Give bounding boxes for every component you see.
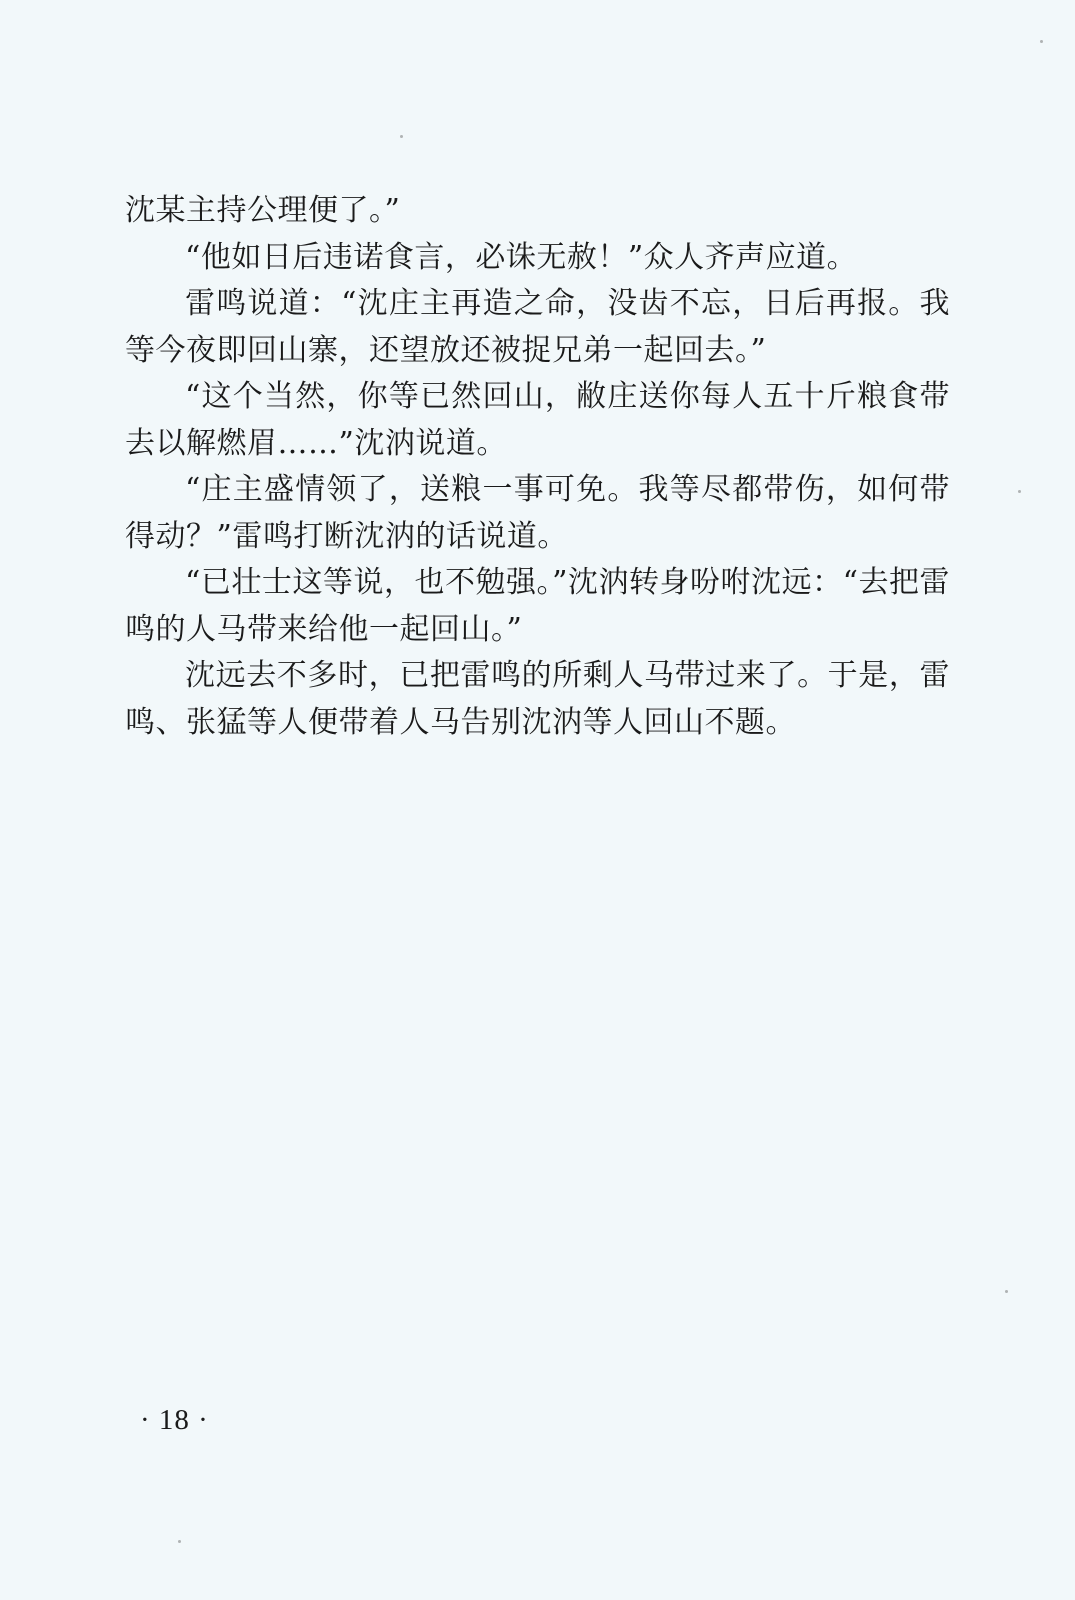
- scan-speck: [1040, 40, 1043, 43]
- scan-speck: [178, 1540, 181, 1543]
- paragraph-4: “这个当然，你等已然回山，敝庄送你每人五十斤粮食带去以解燃眉……”沈汭说道。: [125, 379, 950, 461]
- scan-speck: [1005, 1290, 1008, 1293]
- paragraph-2: “他如日后违诺食言，必诛无赦！”众人齐声应道。: [185, 239, 858, 275]
- paragraph-6: “已壮士这等说，也不勉强。”沈汭转身吩咐沈远：“去把雷鸣的人马带来给他一起回山。”: [125, 565, 950, 647]
- paragraph-7: 沈远去不多时，已把雷鸣的所剩人马带过来了。于是，雷鸣、张猛等人便带着人马告别沈汭等人回山不题。: [125, 658, 950, 740]
- paragraph-3: 雷鸣说道：“沈庄主再造之命，没齿不忘，日后再报。我等今夜即回山寨，还望放还被捉兄弟一起回去。”: [125, 286, 950, 368]
- body-text: [125, 188, 950, 746]
- scan-speck: [1018, 490, 1021, 493]
- scan-speck: [400, 135, 403, 138]
- page-number: · 18 ·: [140, 1404, 209, 1436]
- paragraph-1: 沈某主持公理便了。”: [125, 193, 401, 228]
- paragraph-5: “庄主盛情领了，送粮一事可免。我等尽都带伤，如何带得动？”雷鸣打断沈汭的话说道。: [125, 472, 950, 554]
